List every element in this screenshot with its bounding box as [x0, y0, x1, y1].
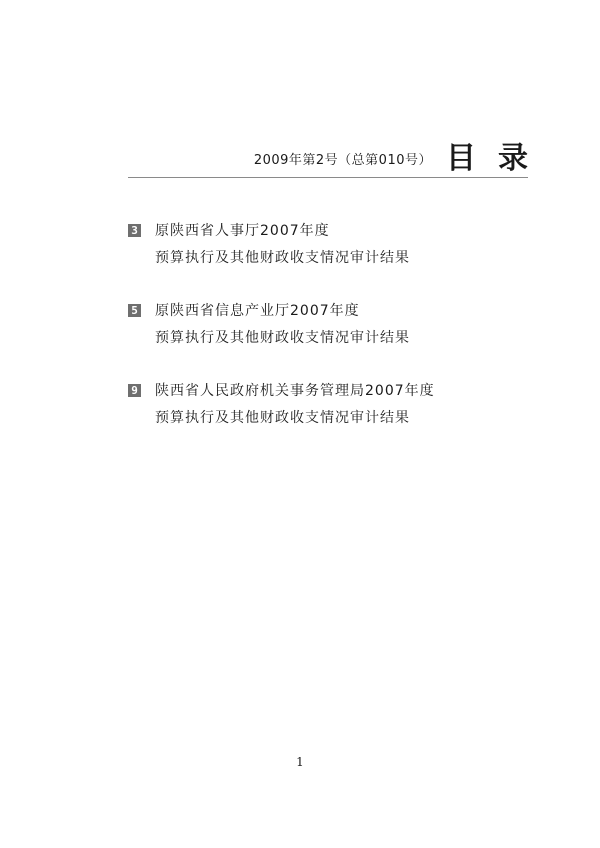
toc-entry-title-line2[interactable]: 预算执行及其他财政收支情况审计结果 [155, 250, 410, 266]
page-number-badge: 9 [128, 384, 141, 397]
toc-entry[interactable] [128, 222, 528, 302]
page-number: 1 [296, 755, 304, 769]
page-title: 目录 [446, 141, 550, 176]
page-number-badge: 3 [128, 224, 141, 237]
toc-entry-title-line2[interactable]: 预算执行及其他财政收支情况审计结果 [155, 410, 410, 426]
page-number-badge: 5 [128, 304, 141, 317]
table-of-contents [128, 222, 528, 462]
toc-entry-title-line2[interactable]: 预算执行及其他财政收支情况审计结果 [155, 330, 410, 346]
toc-entry[interactable] [128, 302, 528, 382]
issue-info: 2009年第2号（总第010号） [253, 153, 432, 168]
toc-entry-title-line1[interactable]: 陕西省人民政府机关事务管理局2007年度 [155, 383, 435, 399]
header-divider [128, 177, 528, 178]
toc-entry-title-line1[interactable]: 原陕西省人事厅2007年度 [155, 223, 330, 239]
toc-entry[interactable] [128, 382, 528, 462]
toc-entry-title-line1[interactable]: 原陕西省信息产业厅2007年度 [155, 303, 360, 319]
page-header [128, 130, 550, 176]
